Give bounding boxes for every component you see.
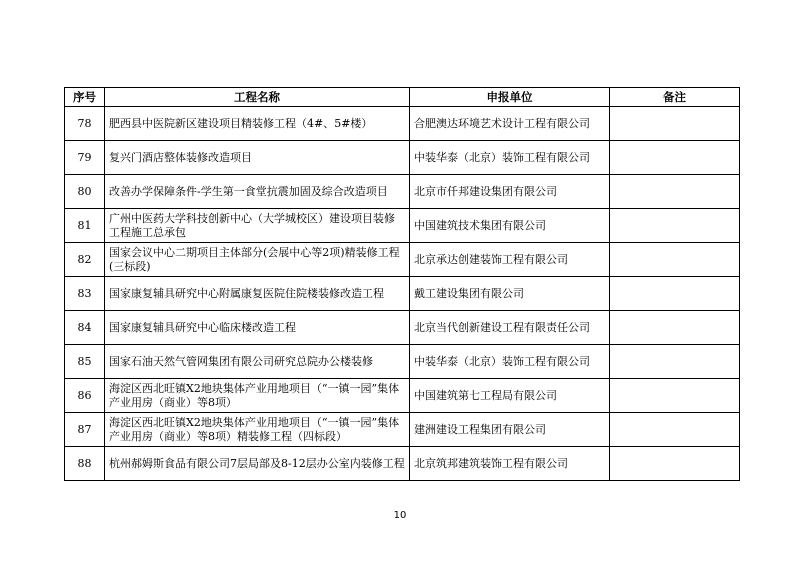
row-number: 79 <box>65 141 105 175</box>
row-remark <box>610 311 740 345</box>
row-applicant-unit: 合肥澳达环境艺术设计工程有限公司 <box>410 107 610 141</box>
row-project-name: 国家石油天然气管网集团有限公司研究总院办公楼装修 <box>105 345 410 379</box>
row-applicant-unit: 北京市仟邦建设集团有限公司 <box>410 175 610 209</box>
header-remark: 备注 <box>610 88 740 107</box>
table-header-row <box>65 88 740 107</box>
row-remark <box>610 107 740 141</box>
page-number: 10 <box>393 510 407 521</box>
header-number: 序号 <box>65 88 105 107</box>
row-project-name: 海淀区西北旺镇X2地块集体产业用地项目（“一镇一园”集体产业用房（商业）等8项）精装修工程（四标段） <box>105 413 410 447</box>
row-number: 82 <box>65 243 105 277</box>
row-remark <box>610 141 740 175</box>
row-remark <box>610 413 740 447</box>
row-project-name: 杭州郝姆斯食品有限公司7层局部及8-12层办公室内装修工程 <box>105 447 410 481</box>
row-number: 80 <box>65 175 105 209</box>
row-number: 84 <box>65 311 105 345</box>
table-row <box>65 345 740 379</box>
row-remark <box>610 175 740 209</box>
row-remark <box>610 447 740 481</box>
row-remark <box>610 277 740 311</box>
row-number: 86 <box>65 379 105 413</box>
row-applicant-unit: 北京筑邦建筑装饰工程有限公司 <box>410 447 610 481</box>
row-remark <box>610 379 740 413</box>
row-remark <box>610 243 740 277</box>
project-table <box>64 87 740 481</box>
row-project-name: 海淀区西北旺镇X2地块集体产业用地项目（“一镇一园”集体产业用房（商业）等8项） <box>105 379 410 413</box>
row-applicant-unit: 中装华泰（北京）装饰工程有限公司 <box>410 141 610 175</box>
table-row <box>65 243 740 277</box>
table-row <box>65 107 740 141</box>
table-row <box>65 379 740 413</box>
row-number: 81 <box>65 209 105 243</box>
row-applicant-unit: 北京当代创新建设工程有限责任公司 <box>410 311 610 345</box>
row-project-name: 复兴门酒店整体装修改造项目 <box>105 141 410 175</box>
row-remark <box>610 209 740 243</box>
table-row <box>65 209 740 243</box>
row-applicant-unit: 中国建筑技术集团有限公司 <box>410 209 610 243</box>
header-applicant-unit: 申报单位 <box>410 88 610 107</box>
table-row <box>65 175 740 209</box>
table-row <box>65 141 740 175</box>
row-number: 78 <box>65 107 105 141</box>
row-applicant-unit: 中国建筑第七工程局有限公司 <box>410 379 610 413</box>
row-project-name: 国家康复辅具研究中心附属康复医院住院楼装修改造工程 <box>105 277 410 311</box>
row-project-name: 广州中医药大学科技创新中心（大学城校区）建设项目装修工程施工总承包 <box>105 209 410 243</box>
row-project-name: 国家会议中心二期项目主体部分(会展中心等2项)精装修工程(三标段) <box>105 243 410 277</box>
row-applicant-unit: 中装华泰（北京）装饰工程有限公司 <box>410 345 610 379</box>
table-row <box>65 447 740 481</box>
row-number: 83 <box>65 277 105 311</box>
row-project-name: 改善办学保障条件-学生第一食堂抗震加固及综合改造项目 <box>105 175 410 209</box>
header-project-name: 工程名称 <box>105 88 410 107</box>
row-number: 85 <box>65 345 105 379</box>
row-project-name: 国家康复辅具研究中心临床楼改造工程 <box>105 311 410 345</box>
row-applicant-unit: 建洲建设工程集团有限公司 <box>410 413 610 447</box>
row-project-name: 肥西县中医院新区建设项目精装修工程（4#、5#楼） <box>105 107 410 141</box>
row-applicant-unit: 北京承达创建装饰工程有限公司 <box>410 243 610 277</box>
row-number: 88 <box>65 447 105 481</box>
table-row <box>65 277 740 311</box>
row-number: 87 <box>65 413 105 447</box>
table-row <box>65 311 740 345</box>
table-body <box>65 107 740 481</box>
table-row <box>65 413 740 447</box>
row-applicant-unit: 戴工建设集团有限公司 <box>410 277 610 311</box>
row-remark <box>610 345 740 379</box>
